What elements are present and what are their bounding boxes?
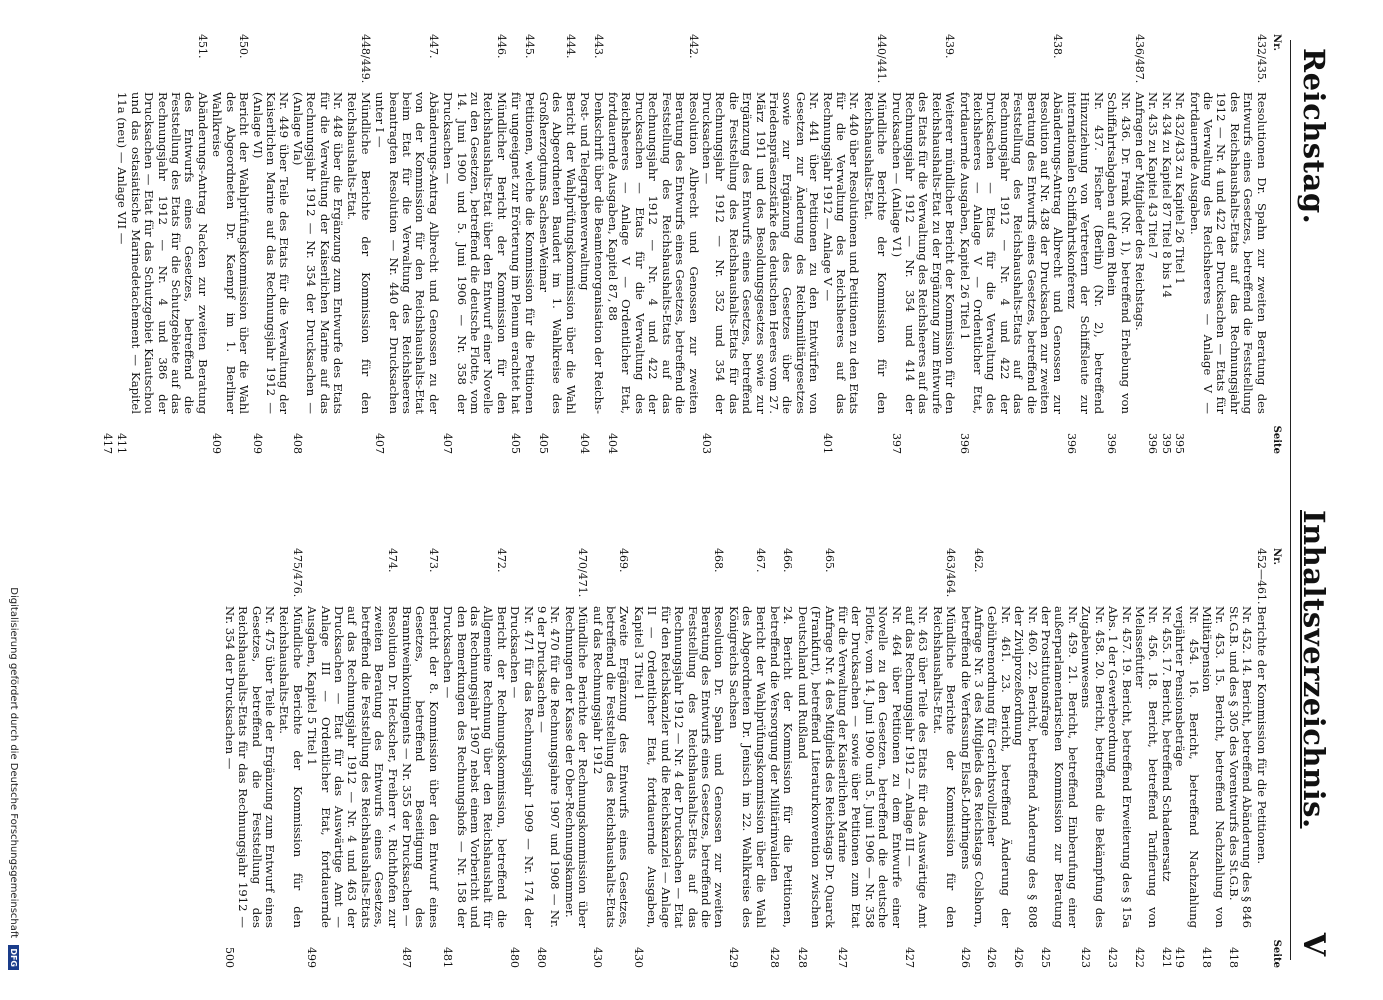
entry-number: 472.	[494, 548, 508, 573]
header-left-title: Reichstag.	[1297, 48, 1331, 225]
entry-page-number: 409	[210, 433, 224, 454]
entry-text: Anfrage Nr. 4 des Mitglieds des Reichstags Dr. Quarck (Frankfurt), betreffend Literaturkonvention zwischen Deutschland und Rußland	[795, 606, 837, 928]
entry-page-number: 425	[1039, 947, 1053, 968]
entry-text: Mündliche Berichte der Rechnungskommission über Rechnungen der Kasse der Ober-Rechnungskammer.	[562, 606, 591, 928]
toc-entry	[820, 92, 860, 454]
entry-number: 445.	[522, 34, 536, 59]
entry-page-number: 397	[889, 433, 903, 454]
toc-entry	[632, 548, 726, 968]
toc-entry	[1133, 606, 1160, 968]
toc-entry	[578, 34, 605, 454]
entry-number: 442.	[686, 34, 700, 59]
entry-page-number: 487	[400, 947, 413, 968]
entry-text: Nr. 470 für die Rechnungsjahre 1907 und 1908 — Nr. 9 der Drucksachen —	[535, 606, 563, 928]
entry-number: 440/441.	[875, 34, 889, 84]
entry-text: Nr. 448 über die Ergänzung zum Entwurfe des Etats für die Verwaltung der Kaiserlichen Marine auf das Rechnungsjahr 1912 — Nr. 354 der Drucksachen — (Anlage VIa)	[290, 92, 345, 414]
toc-entry	[1146, 92, 1159, 454]
entry-text: Resolution Albrecht und Genossen zur zweiten Beratung des Entwurfs eines Gesetzes, betreffend die Feststellung des Reichshaushalts-Etats auf das Rechnungsjahr 1912 — Nr. 4 und 422 der Drucksachen — Etats für die Verwaltung des Reichsheeres — Anlage V — Ordentlicher Etat, fortdauernde Ausgaben, Kapitel 87, 88	[606, 92, 701, 414]
toc-entry	[373, 34, 440, 454]
toc-entry	[1226, 606, 1253, 968]
entry-page-number: 421	[1159, 947, 1173, 968]
entry-text: Mündliche Berichte der Kommission für den Reichshaushalts-Etat.	[861, 92, 890, 414]
entry-number: 447.	[426, 34, 440, 59]
entry-text: Nr. 460. 22. Bericht, betreffend Änderung des § 808 der Zivilprozeßordnung	[1012, 606, 1040, 928]
entry-page-number: 419	[1173, 947, 1187, 968]
entry-text: Petitionen, welche die Kommission für die Petitionen für ungeeignet zur Erörterung im Plenum erachtet hat	[509, 92, 537, 414]
toc-entry	[1106, 606, 1133, 968]
toc-entry	[903, 606, 930, 968]
entry-text: Nr. 459. 21. Bericht, betreffend Einberufung einer außerparlamentarischen Kommission zur Beratung der Prostitutionsfrage	[1039, 606, 1080, 928]
toc-entry	[345, 34, 372, 454]
entry-page-number: 407	[441, 433, 455, 454]
toc-entry	[1012, 606, 1039, 968]
entry-number: 462.	[972, 548, 986, 573]
entry-page-number: 396	[1105, 433, 1119, 454]
entry-number: 446.	[494, 34, 508, 59]
toc-entry	[1187, 34, 1267, 454]
toc-entry	[290, 92, 344, 454]
page-header	[1290, 40, 1331, 960]
entry-text: Nr. 436. Dr. Frank (Nr. 1), betreffend Erhebung von Schiffahrtsabgaben auf dem Rhein	[1105, 92, 1133, 414]
entry-text: Nr. 471 für das Rechnungsjahr 1909 — Nr. 174 der Drucksachen —	[508, 606, 536, 928]
toc-entry	[958, 548, 985, 968]
header-page-number: V	[1296, 932, 1331, 956]
entry-page-number: 423	[1106, 947, 1120, 968]
toc-entry	[1254, 548, 1267, 968]
entry-number: 443.	[591, 34, 605, 59]
seite-label: Seite	[1271, 425, 1282, 454]
entry-page-number: 423	[1079, 947, 1093, 968]
nr-label: Nr.	[1271, 548, 1282, 565]
entry-page-number: 396	[957, 433, 971, 454]
toc-entry	[1173, 606, 1200, 968]
entry-page-number: 430	[590, 947, 604, 968]
entry-text: Mündliche Berichte der Kommission für den Reichshaushalts-Etat.	[277, 606, 305, 928]
toc-entry	[277, 548, 304, 968]
entry-page-number: 396	[1146, 433, 1160, 454]
entry-text: Bericht der Rechnungskommission, betreffend die Allgemeine Rechnung über den Reichshaushalt für das Rechnungsjahr 1907 nebst einem Vorbericht und den Bemerkungen des Rechnungshofs — Nr. 158 der Drucksachen —	[441, 606, 509, 928]
entry-text: Bericht der Wahlprüfungskommission über die Wahl des Abgeordneten Dr. Kaempf im 1. Berliner Wahlkreise	[210, 92, 252, 414]
entry-number: 444.	[563, 34, 577, 59]
entry-text: Berichte der Kommission für die Petitionen.	[1254, 606, 1269, 865]
entry-text: Resolution Dr. Heckscher, Freiherr v. Richthofen zur zweiten Beratung des Entwurfs eines Gesetzes, betreffend die Feststellung des Reichshaushalts-Etats auf das Rechnungsjahr 1912 — Nr. 4 und 463 der Drucksachen — Etat für das Auswärtige Amt — Anlage III — Ordentlicher Etat, fortdauernde Ausgaben, Kapitel 5 Titel 1	[305, 606, 400, 928]
entry-text: Anfrage Nr. 3 des Mitglieds des Reichstags Colshorn, betreffend die Verfassung Elsaß-Lothringens	[958, 606, 987, 928]
toc-entry	[210, 34, 250, 454]
entry-number: 436/487.	[1132, 34, 1146, 84]
toc-entry	[537, 34, 577, 454]
toc-entry	[400, 548, 440, 968]
entry-page-number: 426	[985, 947, 999, 968]
toc-entry	[101, 34, 114, 454]
entry-page-number: 500	[222, 947, 236, 968]
entry-text: Abänderungs-Antrag Albrecht und Genossen zur Resolution auf Nr. 438 der Drucksachen zur zweiten Beratung des Entwurfs eines Gesetzes, betreffend die Feststellung des Reichshaushalts-Etats auf das Rechnungsjahr 1912 — Nr. 4 und 422 der Drucksachen — Etats für die Verwaltung des Reichsheeres — Anlage V — Ordentlicher Etat, fortdauernde Ausgaben, Kapitel 26 Titel 1	[957, 92, 1066, 414]
seite-label: Seite	[1271, 939, 1282, 968]
toc-entry	[1159, 606, 1172, 968]
entry-page-number: 404	[606, 433, 620, 454]
toc-entry	[861, 34, 888, 454]
entry-number: 438.	[1051, 34, 1065, 59]
toc-entry	[305, 548, 399, 968]
entry-number: 450.	[237, 34, 251, 59]
right-entry-list	[222, 548, 1267, 968]
entry-text: Nr. 464 über Petitionen zu dem Entwurfe einer Novelle zu den Gesetzen, betreffend die deutsche Flotte, vom 14. Juni 1900 und 5. Juni 1906 — Nr. 358 der Drucksachen — sowie über Petitionen zum Etat für die Verwaltung der Kaiserlichen Marine	[836, 606, 904, 928]
entry-text: Anfragen der Mitglieder des Reichstags.	[1132, 92, 1147, 331]
entry-text: Mündliche Berichte der Kommission für den Reichshaushalts-Etat.	[930, 606, 959, 928]
entry-text: Nr. 455. 17. Bericht, betreffend Schadenersatz	[1159, 606, 1174, 882]
entry-page-number: 418	[1199, 947, 1213, 968]
entry-text: Nr. 432/433 zu Kapitel 26 Titel 1	[1173, 92, 1188, 285]
entry-number: 473.	[426, 548, 440, 573]
entry-number: 448/449.	[358, 34, 372, 84]
toc-entry	[1200, 606, 1227, 968]
entry-text: 24. Bericht der Kommission für die Petitionen, betreffend die Versorgung der Militärinvaliden	[767, 606, 796, 928]
entry-page-number: 395	[1173, 433, 1187, 454]
nr-label: Nr.	[1271, 34, 1282, 51]
entry-page-number: 480	[535, 947, 549, 968]
entry-text: Bericht der 8. Kommission über den Entwurf eines Gesetzes, betreffend Beseitigung des Branntweinkontingents — Nr. 355 der Drucksachen —	[400, 606, 441, 928]
digitization-credit	[8, 30, 19, 970]
entry-text: Nr. 454. 16. Bericht, betreffend Nachzahlung verjährter Pensionsbeträge	[1173, 606, 1201, 928]
toc-entry	[115, 34, 209, 454]
toc-entry	[606, 34, 700, 454]
toc-entry	[1079, 606, 1106, 968]
toc-entry	[562, 548, 589, 968]
entry-page-number: 499	[305, 947, 319, 968]
entry-text: Nr. 475 über Teile der Ergänzung zum Entwurf eines Gesetzes, betreffend die Feststellung des Reichshaushalts-Etats für das Rechnungsjahr 1912 — Nr. 354 der Drucksachen —	[222, 606, 277, 928]
entry-number: 467.	[753, 548, 767, 573]
entry-number: 432/435.	[1254, 34, 1268, 84]
entry-number: 463/464.	[944, 548, 958, 598]
toc-entry	[957, 34, 1064, 454]
toc-entry	[222, 606, 276, 968]
entry-page-number: 426	[1012, 947, 1026, 968]
entry-page-number: 405	[509, 433, 523, 454]
toc-entry	[535, 606, 562, 968]
credit-text: Digitalisierung gefördert durch die Deutsche Forschungsgemeinschaft	[8, 587, 19, 939]
toc-entry	[795, 548, 835, 968]
entry-page-number: 411	[115, 433, 129, 454]
entry-page-number: 407	[373, 433, 387, 454]
entry-page-number: 417	[101, 433, 115, 454]
entry-text: Bericht der Wahlprüfungskommission über die Wahl des Abgeordneten Dr. Jenisch im 22. Wahlkreise des Königreichs Sachsen	[726, 606, 768, 928]
left-column-head	[1270, 34, 1283, 454]
entry-page-number: 428	[767, 947, 781, 968]
toc-entry	[508, 606, 535, 968]
entry-text: Abänderungs-Antrag Albrecht und Genossen zu der von der Kommission für den Reichshaushalts-Etat beim Etat für die Verwaltung des Reichsheeres beantragten Resolution — Nr. 440 der Drucksachen unter I —	[373, 92, 441, 414]
entry-number: 474.	[385, 548, 399, 573]
toc-entry	[590, 548, 630, 968]
entry-text: Resolution Dr. Spahn und Genossen zur zweiten Beratung des Entwurfs eines Gesetzes, betreffend die Feststellung des Reichshaushalts-Etats auf das Rechnungsjahr 1912 — Nr. 4 der Drucksachen — Etat für den Reichskanzler und die Reichskanzlei — Anlage II — Ordentlicher Etat, fortdauernde Ausgaben, Kapitel 3 Titel 1	[631, 606, 727, 928]
toc-entry	[250, 92, 290, 454]
entry-number: 468.	[712, 548, 726, 573]
toc-entry	[1105, 92, 1132, 454]
entry-text	[101, 92, 114, 414]
entry-page-number: 403	[699, 433, 713, 454]
left-column	[100, 34, 1283, 454]
entry-number: 451.	[195, 34, 209, 59]
entry-text: Mündlicher Bericht der Kommission für den Reichshaushalts-Etat über den Entwurf einer Novelle zu den Gesetzen, betreffend die deutsche Flotte, vom 14. Juni 1900 und 5. Juni 1906 — Nr. 358 der Drucksachen —	[441, 92, 509, 414]
entry-text: Resolutionen Dr. Spahn zur zweiten Beratung des Entwurfs eines Gesetzes, betreffend die Feststellung des Reichshaushalts-Etats auf das Rechnungsjahr 1912 — Nr. 4 und 422 der Drucksachen — Etats für die Verwaltung des Reichsheeres — Anlage V — fortdauernde Ausgaben.	[1187, 92, 1269, 414]
toc-entry	[509, 34, 536, 454]
toc-entry	[441, 548, 508, 968]
entry-page-number: 396	[1064, 433, 1078, 454]
entry-text: Nr. 437. Fischer (Berlin) (Nr. 2), betreffend Hinzuziehung von Vertretern der Schiffsleute zur internationalen Schiffahrtskonferenz	[1064, 92, 1106, 414]
entry-number: 470/471.	[576, 548, 590, 598]
toc-entry	[1173, 92, 1186, 454]
entry-page-number: 427	[903, 947, 917, 968]
right-column	[222, 548, 1283, 968]
toc-entry	[930, 548, 957, 968]
dfg-logo: DFG	[8, 945, 19, 970]
entry-number: 469.	[617, 548, 631, 573]
entry-page-number: 409	[250, 433, 264, 454]
entry-text: Nr. 461. 23. Bericht, betreffend Änderung der Gebührenordnung für Gerichtsvollzieher	[985, 606, 1013, 928]
toc-entry	[726, 548, 766, 968]
entry-number: 466.	[781, 548, 795, 573]
entry-text: Nr. 440 über Resolutionen und Petitionen zu den Etats für die Verwaltung des Reichsheeres auf das Rechnungsjahr 1912 — Anlage V —	[820, 92, 862, 414]
entry-page-number: 428	[795, 947, 809, 968]
entry-text: Nr. 441 über Petitionen zu den Entwürfen von Gesetzen zur Änderung des Reichsmilitärgesetzes sowie zur Ergänzung des Gesetzes über die Friedenspräsenzstärke des deutschen Heeres vom 27. März 1911 und des Besoldungsgesetzes sowie zur Ergänzung des Entwurfs eines Gesetzes, betreffend die Feststellung des Reichshaushalts-Etats für das Rechnungsjahr 1912 — Nr. 352 und 354 der Drucksachen —	[699, 92, 822, 414]
toc-entry	[836, 606, 903, 968]
entry-number: 475/476.	[290, 548, 304, 598]
entry-text: Nr. 435 zu Kapitel 43 Titel 7	[1146, 92, 1161, 259]
entry-number: 439.	[943, 34, 957, 59]
entry-text: Nr. 449 über Teile des Etats für die Verwaltung der Kaiserlichen Marine auf das Rechnungsjahr 1912 — (Anlage VI)	[250, 92, 292, 414]
entry-text: Nr. 456. 18. Bericht, betreffend Tarifierung von Melassefutter	[1132, 606, 1161, 928]
toc-entry	[985, 606, 1012, 968]
left-entry-list	[101, 34, 1268, 454]
toc-entry	[1133, 34, 1146, 454]
entry-text: Weiterer mündlicher Bericht der Kommission für den Reichshaushalts-Etat zu der Ergänzung zum Entwurfe des Etats für die Verwaltung des Reichsheeres auf das Rechnungsjahr 1912 — Nr. 354 und 414 der Drucksachen — (Anlage V1)	[889, 92, 958, 414]
entry-page-number: 426	[958, 947, 972, 968]
toc-entry	[700, 92, 821, 454]
entry-page-number: 405	[537, 433, 551, 454]
entry-text: Denkschrift über die Beamtenorganisation der Reichs-Post- und Telegraphenverwaltung	[578, 92, 606, 414]
entry-page-number: 430	[631, 947, 645, 968]
toc-entry	[1159, 92, 1172, 454]
entry-number: 465.	[822, 548, 836, 573]
entry-page-number: 401	[820, 433, 834, 454]
entry-text: Nr. 458. 20. Bericht, betreffend die Bekämpfung des Zugabeunwesens	[1079, 606, 1107, 928]
entry-text: Nr. 457. 19. Bericht, betreffend Erweiterung des § 15a Abs. 1 der Gewerbeordnung	[1106, 606, 1134, 928]
right-column-head	[1270, 548, 1283, 968]
entry-page-number: 408	[290, 433, 304, 454]
entry-text: Nr. 453. 15. Bericht, betreffend Nachzahlung von Militärpension	[1199, 606, 1228, 928]
entry-number: 452—461.	[1254, 548, 1268, 605]
entry-text: Nr. 434 zu Kapitel 87 Titel 8 bis 14	[1159, 92, 1174, 298]
entry-text: Bericht der Wahlprüfungskommission über die Wahl des Abgeordneten Baudert im 1. Wahlkreise des Großherzogtums Sachsen-Weimar	[537, 92, 578, 414]
toc-entry	[1039, 606, 1079, 968]
entry-text: Nr. 463 über Teile des Etats für das Auswärtige Amt auf das Rechnungsjahr 1912 — Anlage III —	[903, 606, 931, 928]
toc-entry	[1065, 92, 1105, 454]
entry-text: Abänderungs-Antrag Nacken zur zweiten Beratung des Entwurfs eines Gesetzes, betreffend die Feststellung des Etats für die Schutzgebiete auf das Rechnungsjahr 1912 — Nr. 4 und 386 der Drucksachen — Etat für das Schutzgebiet Kiautschou und das ostasiatische Marinedetachement — Kapitel 11a (neu) — Anlage VII —	[115, 92, 210, 414]
entry-page-number: 404	[578, 433, 592, 454]
entry-number	[101, 34, 114, 92]
entry-page-number: 427	[836, 947, 849, 968]
entry-page-number: 480	[508, 947, 522, 968]
entry-text: Mündliche Berichte der Kommission für den Reichshaushalts-Etat.	[345, 92, 373, 414]
entry-text: Zweite Ergänzung des Entwurfs eines Gesetzes, betreffend die Feststellung des Reichshaushalts-Etats auf das Rechnungsjahr 1912	[590, 606, 632, 928]
entry-page-number: 395	[1159, 433, 1173, 454]
header-center-title: Inhaltsverzeichnis.	[1297, 510, 1331, 829]
entry-page-number: 422	[1132, 947, 1146, 968]
entry-text: Nr. 452. 14. Bericht, betreffend Abänderung des § 846 St.G.B. und des § 305 des Vorentwurfs des St.G.B.	[1226, 606, 1255, 928]
entry-page-number: 418	[1226, 947, 1240, 968]
toc-entry	[441, 34, 508, 454]
toc-entry	[889, 34, 956, 454]
entry-page-number: 481	[441, 947, 455, 968]
toc-entry	[768, 548, 795, 968]
entry-page-number: 429	[726, 947, 740, 968]
